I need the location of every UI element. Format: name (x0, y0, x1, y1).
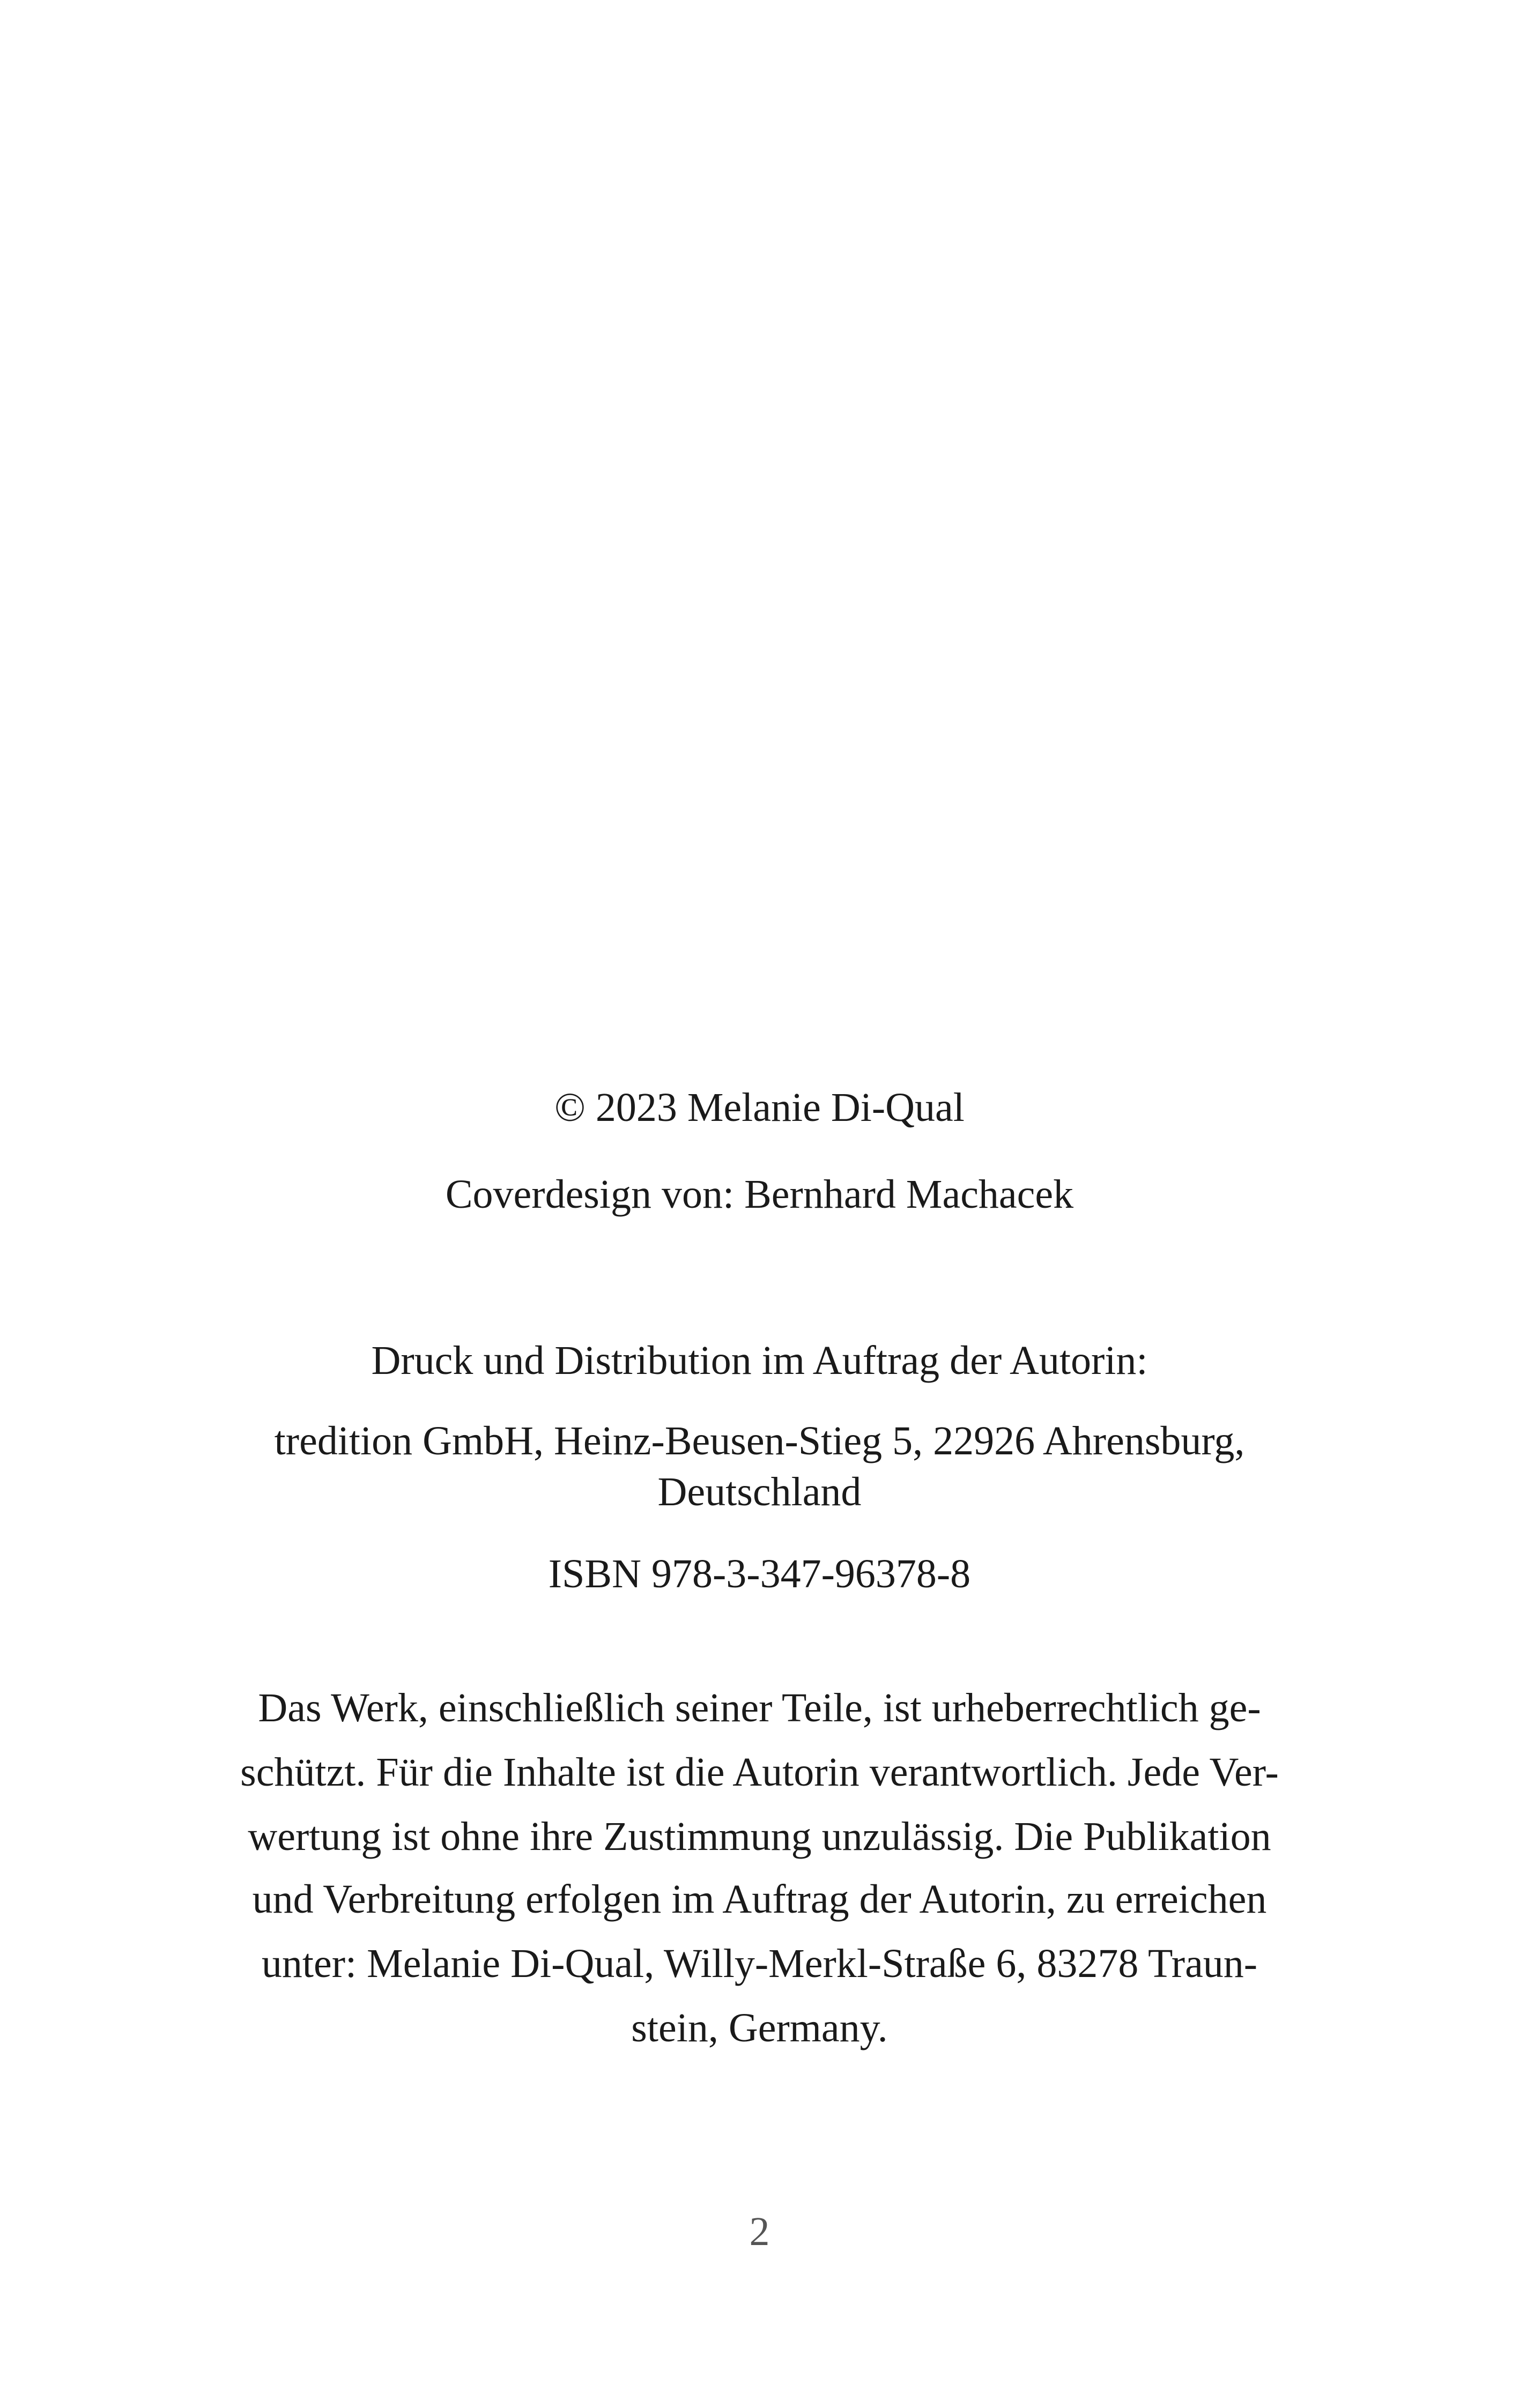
isbn: ISBN 978-3-347-96378-8 (548, 1551, 971, 1596)
legal-line: und Verbreitung erfolgen im Auftrag der Autorin, zu erreichen (252, 1877, 1267, 1922)
publisher-address-line-1: tredition GmbH, Heinz-Beusen-Stieg 5, 22926 Ahrensburg, (274, 1418, 1245, 1463)
legal-line: unter: Melanie Di-Qual, Willy-Merkl-Straße 6, 83278 Traun- (261, 1941, 1258, 1986)
legal-line: stein, Germany. (631, 2005, 888, 2050)
legal-line: wertung ist ohne ihre Zustimmung unzulässig. Die Publikation (248, 1814, 1271, 1859)
legal-line: Das Werk, einschließlich seiner Teile, ist urheberrechtlich ge- (258, 1685, 1261, 1730)
cover-credit: Coverdesign von: Bernhard Machacek (445, 1172, 1074, 1217)
page-number: 2 (749, 2209, 770, 2254)
legal-line: schützt. Für die Inhalte ist die Autorin verantwortlich. Jede Ver- (240, 1750, 1279, 1795)
publisher-intro: Druck und Distribution im Auftrag der Autorin: (371, 1338, 1148, 1383)
copyright-line: © 2023 Melanie Di-Qual (554, 1085, 965, 1130)
publisher-address-line-2: Deutschland (657, 1469, 862, 1514)
